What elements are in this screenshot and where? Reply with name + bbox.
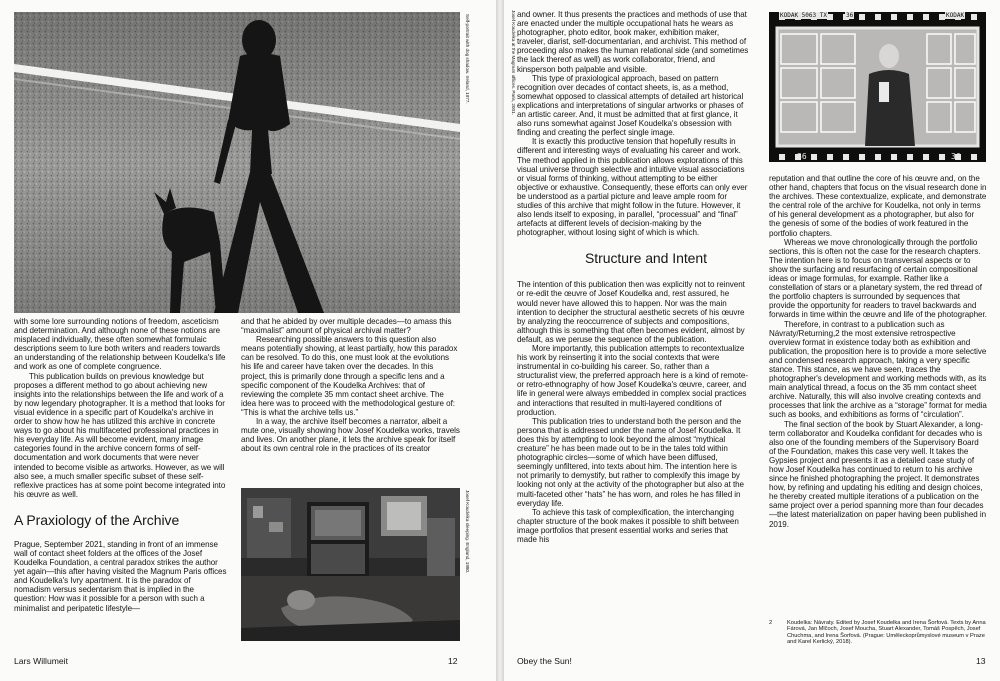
page-number: 12 bbox=[448, 656, 458, 666]
strip-label: KODAK 5063 TX bbox=[780, 12, 827, 19]
left-column-2 bbox=[241, 317, 460, 483]
section-heading: A Praxiology of the Archive bbox=[14, 511, 180, 528]
paragraph: This publication builds on previous knowledge but proposes a different method to go about achieving new insights into the relationships between the life and work of a by now legendary photographer. It is a method that looks for visual evidence in a specific part of Koudelka's archive in order to show how he has utilized this archive in concrete ways to go about his multifaceted professional practices in his everyday life. As will become evident, many image categories found in the archive concern forms of self-documentation and work documents that were never intended to become visible as artworks. However, as we will also see, a much smaller specific subset of these self-reflexive practices has at some point become integrated into his œuvre as well. bbox=[14, 371, 226, 499]
photo-caption: Josef Koudelka at the Magnum offices. Paris, 2001. bbox=[511, 10, 516, 115]
folio-title: Obey the Sun! bbox=[517, 656, 572, 666]
footnote-number: 2 bbox=[769, 620, 773, 626]
paragraph: The final section of the book by Stuart Alexander, a long-term collaborator and Koudelka confidant for decades who is also one of the founding members of the Supervisory Board of the Foundation, makes this case very well. It takes the Gypsies project and presents it as a detailed case study of how Josef Koudelka has continued to return to his archive since he finished photographing the project. It demonstrates how, by refining and updating his editing and design choices, he thereby created multiple iterations of a publication on the same project over a period spanning more than four decades—the latest materialization on paper having been published in 2019. bbox=[769, 419, 987, 529]
paragraph: This type of praxiological approach, based on pattern recognition over decades of contact sheets, is, as a method, somewhat opposed to classical attempts of detailed art historical explications and interpretations of singular artworks or phases of an artistic career. And, it must be admitted that at first glance, it also runs somewhat against Josef Koudelka's obsession with finding and creating the perfect single image. bbox=[517, 73, 744, 138]
paragraph: To achieve this task of complexification, the interchanging chapter structure of the book makes it possible to shift between image portfolios that present essential works and series that made his bbox=[517, 507, 739, 544]
strip-label: 36 bbox=[797, 152, 807, 161]
contact-sheet-frame bbox=[769, 12, 986, 162]
page-number: 13 bbox=[976, 656, 986, 666]
photo-koudelka-sleeping bbox=[241, 488, 460, 641]
photo-caption: Self-portrait with dog shadow. Ireland, 1977. bbox=[465, 14, 470, 104]
paragraph: and owner. It thus presents the practices and methods of use that are enacted under the multiple occupational hats he wears as photographer, photo editor, book maker, exhibition maker, traveler, diarist, self-documentarian, and archivist. This method of proceeding also makes the human relational side (and sometimes the lack thereof as well) as work collaborator, friend, and kinsperson both palpable and visible. bbox=[517, 10, 749, 74]
book-gutter bbox=[496, 0, 504, 681]
strip-label: 36 bbox=[846, 12, 854, 19]
paragraph: Researching possible answers to this question also means potentially showing, at least partially, how this paradox can be resolved. To do this, one must look at the evolutions his life and career have taken over the decades. In this project, this is primarily done through a specific lens and a specific component of the Koudelka Archives: that of reviewing the complete 35 mm contact sheet archive. The idea here was to proceed with the methodological gesture of: “This is what the archive tells us.” bbox=[241, 335, 458, 417]
paragraph: The intention of this publication then was explicitly not to reinvent or re-edit the œuvre of Josef Koudelka and, rest assured, he would never have allowed this to happen. Nor was the main intention to decipher the structural aesthetic secrets of his œuvre by analyzing the reoccurrence of subjects and compositions, although this is something that often becomes evident, almost by default, as we peruse the sequence of the publication. bbox=[517, 280, 745, 344]
paragraph: More importantly, this publication attempts to recontextualize his work by reinserting it into the social contexts that were instrumental in co-building his career. So, rather than a structuralist view, the preferred approach here is a kind of remote- or retro-ethnography of how Josef Koudelka's œuvre, career, and life in general were always embedded in complex social practices and interactions that resulted in multi-layered conditions of production. bbox=[517, 344, 748, 417]
folio-author: Lars Willumeit bbox=[14, 656, 68, 666]
paragraph: Prague, September 2021, standing in front of an immense wall of contact sheet folders at the offices of the Josef Koudelka Foundation, a central paradox strikes the author yet again—this after having visited the Magnum Paris offices and Koudelka's Ivry apartment. It is the paradox of nomadism versus sedentarism that is implied in the question: How was it possible for a person with such a minimalist and peripatetic lifestyle— bbox=[14, 539, 227, 613]
paragraph: reputation and that outline the core of his œuvre and, on the other hand, chapters that focus on the visual research done in the archives. These contextualize, explicate, and demonstrate the central role of the archive for Koudelka, not only in terms of his general development as a photographer, but also for the genesis of some of the bodies of work featured in the portfolio chapters. bbox=[769, 174, 987, 238]
left-column-1 bbox=[14, 317, 227, 652]
right-column-2 bbox=[769, 174, 987, 618]
section-heading: Structure and Intent bbox=[585, 250, 707, 267]
paragraph: This publication tries to understand both the person and the persona that is addressed under the name of Josef Koudelka. It does this by attempting to look beyond the almost “mythical creature” he has been made out to be in the tales told within photographic circles—some of which have been diffused, seemingly unfiltered, into texts about him. The intention here is not primarily to demystify, but rather to complexify this image by looking not only at the activity of the photographer but also at the multi-faceted other “hats” he has worn, and roles he has filled in everyday life. bbox=[517, 416, 744, 508]
paragraph: Whereas we move chronologically through the portfolio sections, this is often not the case for the research chapters. The intention here is to focus on transversal aspects or to show the surfacing and resurfacing of certain compositional ideas or image formulas, for example. Rather like a constellation of stars or a planetary system, the red thread of the portfolio chapters is surrounded by sequences that provide the opportunity for readers to travel backwards and forwards in time within the œuvre and life of the photographer. bbox=[769, 237, 987, 320]
footnote bbox=[769, 620, 987, 646]
strip-label: 36 bbox=[951, 152, 961, 161]
left-page bbox=[0, 0, 496, 681]
strip-label: KODAK bbox=[946, 12, 965, 19]
right-page bbox=[504, 0, 1000, 681]
paragraph: and that he abided by over multiple decades—to amass this “maximalist” amount of physical archival matter? bbox=[241, 317, 452, 336]
left-col1-paragraphs bbox=[14, 317, 227, 499]
paragraph: Therefore, in contrast to a publication such as Návraty/Returning,2 the most extensive retrospective overview format in existence today both as exhibition and publication, the proposition here is to provide a more selective and condensed research approach, taking a very specific stance. This stance, as we have seen, traces the photographer's development and working methods with, as its main analytical thread, a focus on the 35 mm contact sheet archive. Naturally, this will also involve creating contexts and processes that link the archive as a “storage” format for media such as books, and exhibitions as forms of “circulation”. bbox=[769, 319, 987, 420]
paragraph: with some lore surrounding notions of freedom, asceticism and determination. And although none of these notions are misplaced individually, these often somewhat formulaic descriptions seem to lure both writers and readers towards an understanding of the relationship between Koudelka's life and work as one of complete congruence. bbox=[14, 317, 226, 372]
footnote-text: Koudelka: Návraty. Edited by Josef Koudelka and Irena Šorfová. Texts by Anna Fárová, Jan Mlčoch, Josef Moucha, Stuart Alexander, Tomáš Pospěch, Josef Chuchma, and Irena Šorfová. (Prague: Uměleckoprůmyslové museum v Praze and Karel Kerlický, 2018). bbox=[787, 620, 986, 646]
right-column-1 bbox=[517, 10, 749, 656]
photo-caption: Josef Koudelka sleeping. England, 1980. bbox=[465, 490, 470, 574]
paragraph: It is exactly this productive tension that hopefully results in different and interesting ways of evaluating his career and work. The method applied in this publication allows explorations of this visual universe through selective and intuitive visual associations or visual forms of thinking, without attempting to be either objective or exhaustive. Consequently, these efforts can only ever be understood as a partial picture and leave ample room for studies of this archive that might follow in the future. However, it also lends itself to exposing, in parallel, “processual” and “final” artefacts at different levels of decision-making by the photographer, without losing sight of which is which. bbox=[517, 137, 748, 238]
paragraph: In a way, the archive itself becomes a narrator, albeit a mute one, visually showing how Josef Koudelka works, travels and lives. On another plane, it lets the archive speak for itself about its own central role in the practices of its creator bbox=[241, 417, 460, 454]
photo-shadow-self-portrait bbox=[14, 12, 460, 313]
